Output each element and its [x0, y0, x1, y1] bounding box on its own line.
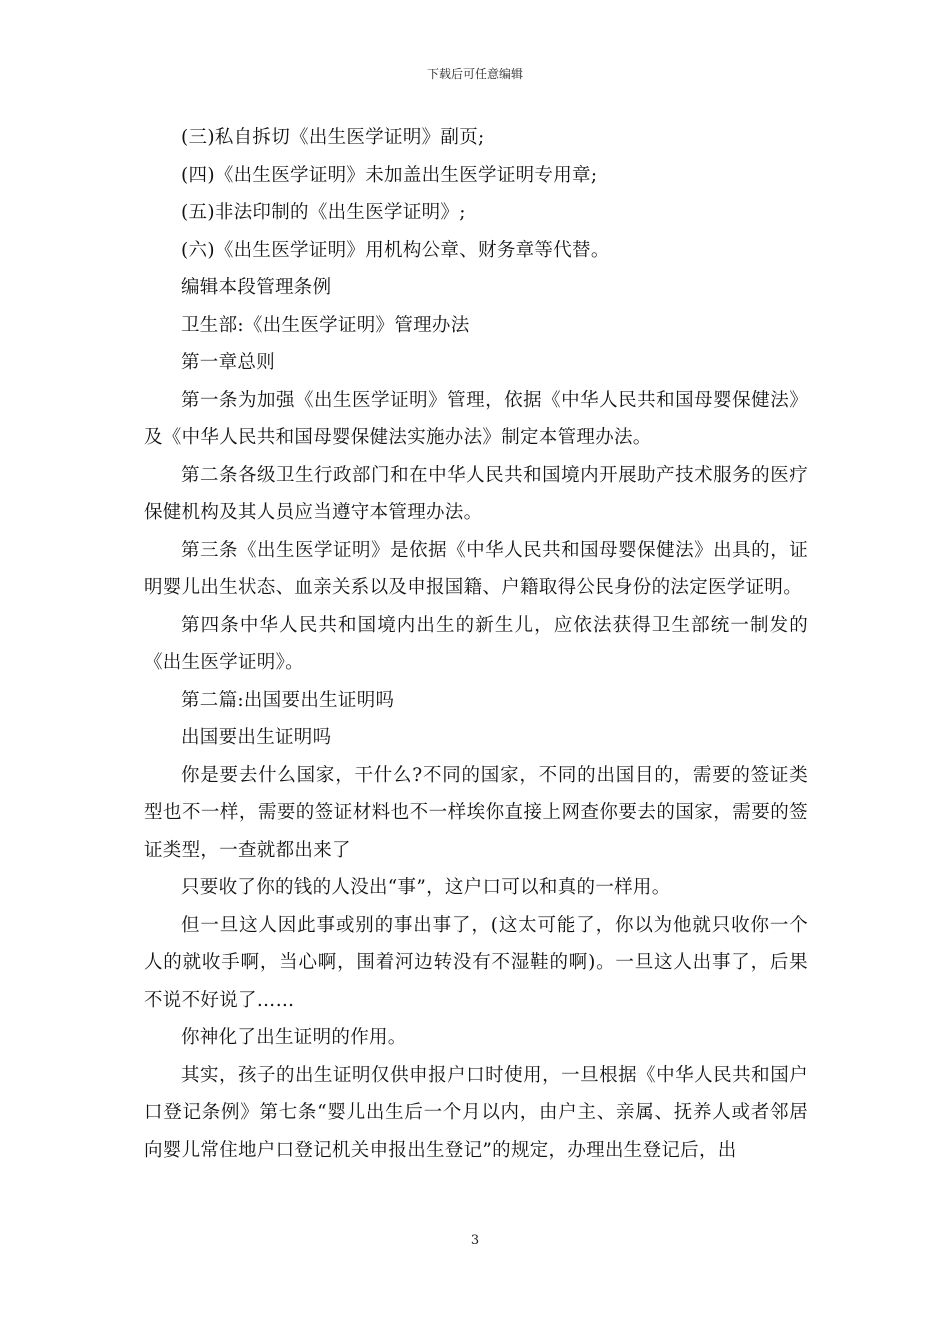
article-1: 第一条为加强《出生医学证明》管理，依据《中华人民共和国母婴保健法》及《中华人民共和国母婴保健法实施办法》制定本管理办法。	[144, 389, 808, 448]
question-title: 出国要出生证明吗	[181, 727, 332, 748]
paragraph: 你是要去什么国家，干什么?不同的国家，不同的出国目的，需要的签证类型也不一样，需要的签证材料也不一样埃你直接上网查你要去的国家，需要的签证类型，一查就都出来了	[144, 764, 808, 861]
page-header: 下载后可任意编辑	[426, 67, 523, 81]
section-heading: 编辑本段管理条例	[181, 277, 332, 298]
paragraph: 其实，孩子的出生证明仅供申报户口时使用，一旦根据《中华人民共和国户口登记条例》第七条“婴儿出生后一个月以内，由户主、亲属、抚养人或者邻居向婴儿常住地户口登记机关申报出生登记”的规定，办理出生登记后，出	[144, 1064, 808, 1161]
document-title: 卫生部:《出生医学证明》管理办法	[181, 314, 470, 336]
paragraph: (三)私自拆切《出生医学证明》副页;	[181, 127, 485, 148]
paragraph: (六)《出生医学证明》用机构公章、财务章等代替。	[181, 239, 610, 261]
paragraph: 只要收了你的钱的人没出“事”，这户口可以和真的一样用。	[181, 877, 671, 898]
paragraph: (四)《出生医学证明》未加盖出生医学证明专用章;	[181, 164, 598, 186]
article-2: 第二条各级卫生行政部门和在中华人民共和国境内开展助产技术服务的医疗保健机构及其人员应当遵守本管理办法。	[144, 464, 808, 523]
page-number: 3	[470, 1233, 480, 1248]
document-body	[144, 119, 808, 1169]
part-heading: 第二篇:出国要出生证明吗	[181, 689, 395, 711]
article-3: 第三条《出生医学证明》是依据《中华人民共和国母婴保健法》出具的，证明婴儿出生状态、血亲关系以及申报国籍、户籍取得公民身份的法定医学证明。	[144, 539, 808, 598]
paragraph: (五)非法印制的《出生医学证明》;	[181, 202, 466, 223]
article-4: 第四条中华人民共和国境内出生的新生儿，应依法获得卫生部统一制发的《出生医学证明》。	[144, 614, 808, 673]
paragraph: 你神化了出生证明的作用。	[181, 1027, 407, 1048]
paragraph: 但一旦这人因此事或别的事出事了，(这太可能了，你以为他就只收你一个人的就收手啊，当心啊，围着河边转没有不湿鞋的啊)。一旦这人出事了，后果不说不好说了……	[144, 914, 808, 1011]
chapter-heading: 第一章总则	[181, 352, 276, 373]
